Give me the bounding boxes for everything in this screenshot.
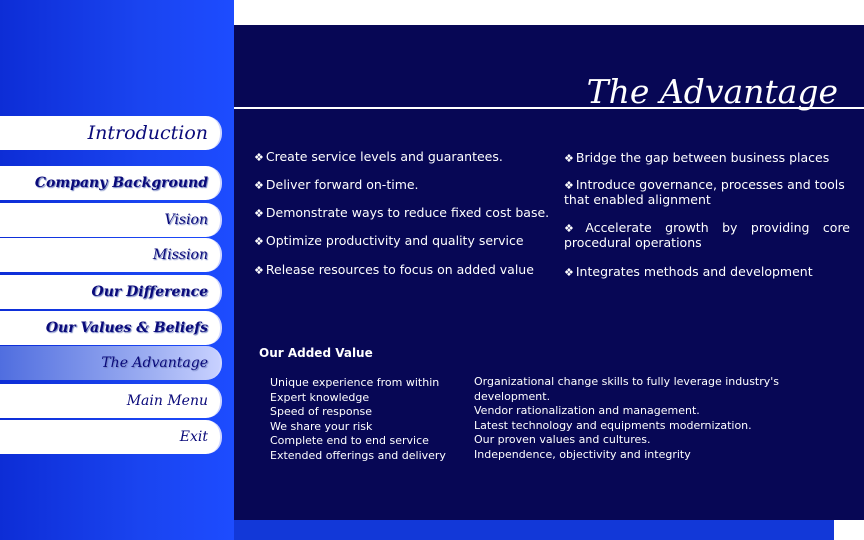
top-white-band: [234, 0, 864, 25]
added-value-right-list: [474, 375, 779, 462]
diamond-bullet-icon: ❖: [254, 235, 264, 248]
diamond-bullet-icon: ❖: [254, 151, 264, 164]
diamond-bullet-icon: ❖: [254, 207, 264, 220]
bullet-item: [564, 264, 813, 279]
bullet-item: [254, 177, 419, 192]
bullet-item: [564, 150, 829, 165]
bullet-item: [564, 221, 850, 250]
bullet-text: Bridge the gap between business places: [575, 150, 830, 165]
list-item: Vendor rationalization and management.: [474, 404, 700, 417]
bullet-text: Create service levels and guarantees.: [265, 149, 503, 164]
bottom-bar: [234, 520, 834, 540]
bullet-text: Deliver forward on-time.: [265, 177, 419, 192]
nav-label: Vision: [164, 212, 208, 228]
nav-label: Mission: [152, 247, 208, 263]
nav-mission[interactable]: [0, 238, 222, 272]
diamond-bullet-icon: ❖: [564, 152, 574, 165]
bullet-item: [254, 233, 524, 248]
list-item: development.: [474, 389, 551, 403]
nav-label: Company Background: [34, 175, 208, 191]
page-title: The Advantage: [586, 72, 838, 111]
bullet-item: [564, 178, 850, 207]
bullet-text: Optimize productivity and quality service: [265, 233, 524, 248]
nav-vision[interactable]: [0, 203, 222, 237]
bottom-corner: [834, 520, 864, 540]
nav-label: The Advantage: [101, 355, 208, 371]
bullet-item: [254, 262, 534, 277]
list-item: Latest technology and equipments modernization.: [474, 418, 752, 432]
bullet-text: Introduce governance, processes and tools that enabled alignment: [564, 177, 845, 207]
nav-label: Our Values & Beliefs: [45, 320, 208, 336]
diamond-bullet-icon: ❖: [254, 264, 264, 277]
list-item: Extended offerings and delivery: [270, 448, 446, 462]
list-item: Our proven values and cultures.: [474, 433, 651, 446]
nav-company-background[interactable]: [0, 166, 222, 200]
nav-label: Introduction: [87, 122, 208, 144]
list-item: Organizational change skills to fully leverage industry's: [474, 375, 780, 388]
nav-label: Exit: [179, 429, 208, 445]
nav-introduction[interactable]: [0, 116, 222, 150]
nav-the-advantage[interactable]: [0, 346, 222, 380]
list-item: Independence, objectivity and integrity: [474, 447, 691, 461]
added-value-title: Our Added Value: [259, 346, 373, 360]
nav-exit[interactable]: [0, 420, 222, 454]
added-value-left-list: [270, 376, 446, 463]
list-item: We share your risk: [270, 419, 373, 433]
nav-label: Main Menu: [126, 393, 208, 409]
list-item: Expert knowledge: [270, 390, 370, 404]
bullet-text: Accelerate growth by providing core procedural operations: [564, 220, 850, 250]
list-item: Complete end to end service: [270, 434, 429, 447]
bullet-text: Integrates methods and development: [575, 264, 813, 279]
bullet-item: [254, 149, 503, 164]
nav-label: Our Difference: [91, 284, 208, 300]
nav-our-difference[interactable]: [0, 275, 222, 309]
list-item: Speed of response: [270, 405, 373, 418]
nav-our-values[interactable]: [0, 311, 222, 345]
bullet-text: Release resources to focus on added value: [265, 262, 534, 277]
bullet-item: [254, 205, 549, 220]
nav-main-menu[interactable]: [0, 384, 222, 418]
bullet-text: Demonstrate ways to reduce fixed cost base.: [265, 205, 550, 220]
list-item: Unique experience from within: [270, 376, 440, 389]
diamond-bullet-icon: ❖: [564, 266, 574, 279]
diamond-bullet-icon: ❖: [564, 222, 584, 235]
diamond-bullet-icon: ❖: [254, 179, 264, 192]
diamond-bullet-icon: ❖: [564, 179, 574, 192]
